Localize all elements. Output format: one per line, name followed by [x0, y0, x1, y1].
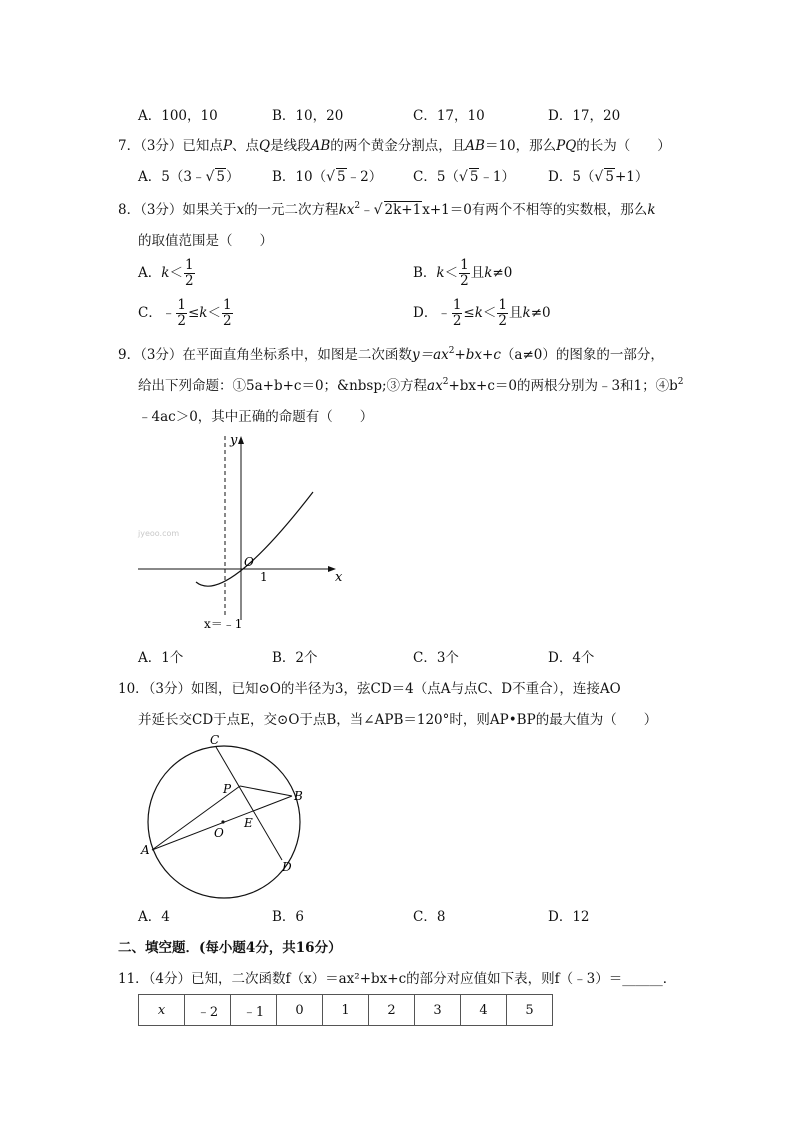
q7-option-a: A．5（3﹣√ 5）: [138, 169, 240, 185]
table-cell: 0: [277, 995, 323, 1026]
y-label: y: [230, 433, 238, 448]
q7-option-c: C．5（√ 5﹣1）: [413, 169, 516, 185]
label-d: D: [282, 860, 292, 874]
q8-stem-line2: 的取值范围是（ ）: [138, 233, 273, 249]
q7-option-d: D．5（√ 5+1）: [548, 169, 649, 185]
q9-stem-line3: ﹣4ac＞0，其中正确的命题有（ ）: [138, 409, 374, 425]
q10-option-d: D．12: [548, 909, 590, 925]
table-cell: 4: [461, 995, 507, 1026]
q7-option-b: B．10（√ 5﹣2）: [272, 169, 383, 185]
q9-stem-line2: 给出下列命题：①5a+b+c＝0；&nbsp;③方程$ax^2+bx+c=0$的两根分别为﹣3和1；$④b^2$: [138, 377, 684, 394]
label-c: C: [210, 733, 220, 747]
q7-stem: 7．（3分）已知点P、点Q是线段AB的两个黄金分割点，且AB＝10，那么PQ的长为（ ）: [118, 138, 671, 154]
q6-option-b: B．10，20: [272, 108, 344, 124]
q10-stem: 10．（3分）如图，已知⊙O的半径为3，弦CD＝4（点A与点C、D不重合），连接AO: [118, 681, 621, 697]
parabola-curve: [196, 492, 313, 586]
y-axis-arrow-icon: [238, 436, 244, 444]
label-p: P: [223, 782, 232, 796]
origin-label: O: [244, 555, 254, 569]
q10-option-c: C．8: [413, 909, 446, 925]
q10-option-b: B．6: [272, 909, 305, 925]
q8-option-c: C．﹣ $\frac{1}{2}$ ≤k＜ $\frac{1}{2}$: [138, 297, 232, 329]
table-cell: 5: [507, 995, 553, 1026]
x-label: x: [335, 570, 343, 585]
table-cell: ﹣2: [185, 995, 231, 1026]
q8-stem: 8．（3分）如果关于x的一元二次方程$kx^2﹣√$ 2k+1x+1＝0有两个不相等的实数根，那么k: [118, 201, 656, 218]
q8-option-a: A．k＜ $\frac{1}{2}$: [138, 257, 194, 289]
q10-circle-figure: [130, 730, 320, 900]
q11-stem: 11．（4分）已知，二次函数f（x）＝ax²+bx+c的部分对应值如下表，则f（﹣3）＝______．: [118, 971, 677, 987]
table-cell: x: [139, 995, 185, 1026]
q10-stem-line2: 并延长交CD于点E，交⊙O于点B，当∠APB＝120°时，则AP•BP的最大值为（ ）: [138, 712, 658, 728]
table-row: [139, 995, 553, 1026]
symmetry-axis-label: x＝﹣1: [204, 617, 243, 631]
q9-stem: 9．（3分）在平面直角坐标系中，如图是二次函数$y=ax^2+bx+c(a\ne 0)$的图象的一部分，: [118, 346, 664, 363]
center-dot: [221, 820, 224, 823]
segment-pb: [240, 786, 292, 796]
q10-option-a: A．4: [138, 909, 170, 925]
table-cell: 1: [323, 995, 369, 1026]
table-cell: 3: [415, 995, 461, 1026]
q8-option-b: B．k＜ $\frac{1}{2}$ 且k≠0: [413, 257, 513, 289]
watermark: jyeoo.com: [138, 529, 180, 538]
q6-option-c: C．17，10: [413, 108, 485, 124]
q9-option-c: C．3个: [413, 650, 459, 666]
label-e: E: [244, 816, 253, 830]
label-a: A: [141, 843, 150, 857]
label-o: O: [214, 826, 224, 840]
tick-one-label: 1: [260, 570, 268, 584]
q9-option-a: A．1个: [138, 650, 184, 666]
label-b: B: [294, 789, 303, 803]
table-cell: 2: [369, 995, 415, 1026]
q9-option-b: B．2个: [272, 650, 318, 666]
q9-option-d: D．4个: [548, 650, 595, 666]
q6-option-d: D．17，20: [548, 108, 621, 124]
q11-value-table: [138, 994, 553, 1026]
table-cell: ﹣1: [231, 995, 277, 1026]
q6-option-a: A．100，10: [138, 108, 218, 124]
section-heading: 二、填空题．(每小题4分，共16分）: [118, 940, 342, 956]
q9-parabola-graph: [130, 428, 360, 638]
q8-option-d: D．﹣ $\frac{1}{2}$ ≤k＜ $\frac{1}{2}$ 且k≠0: [413, 297, 551, 329]
